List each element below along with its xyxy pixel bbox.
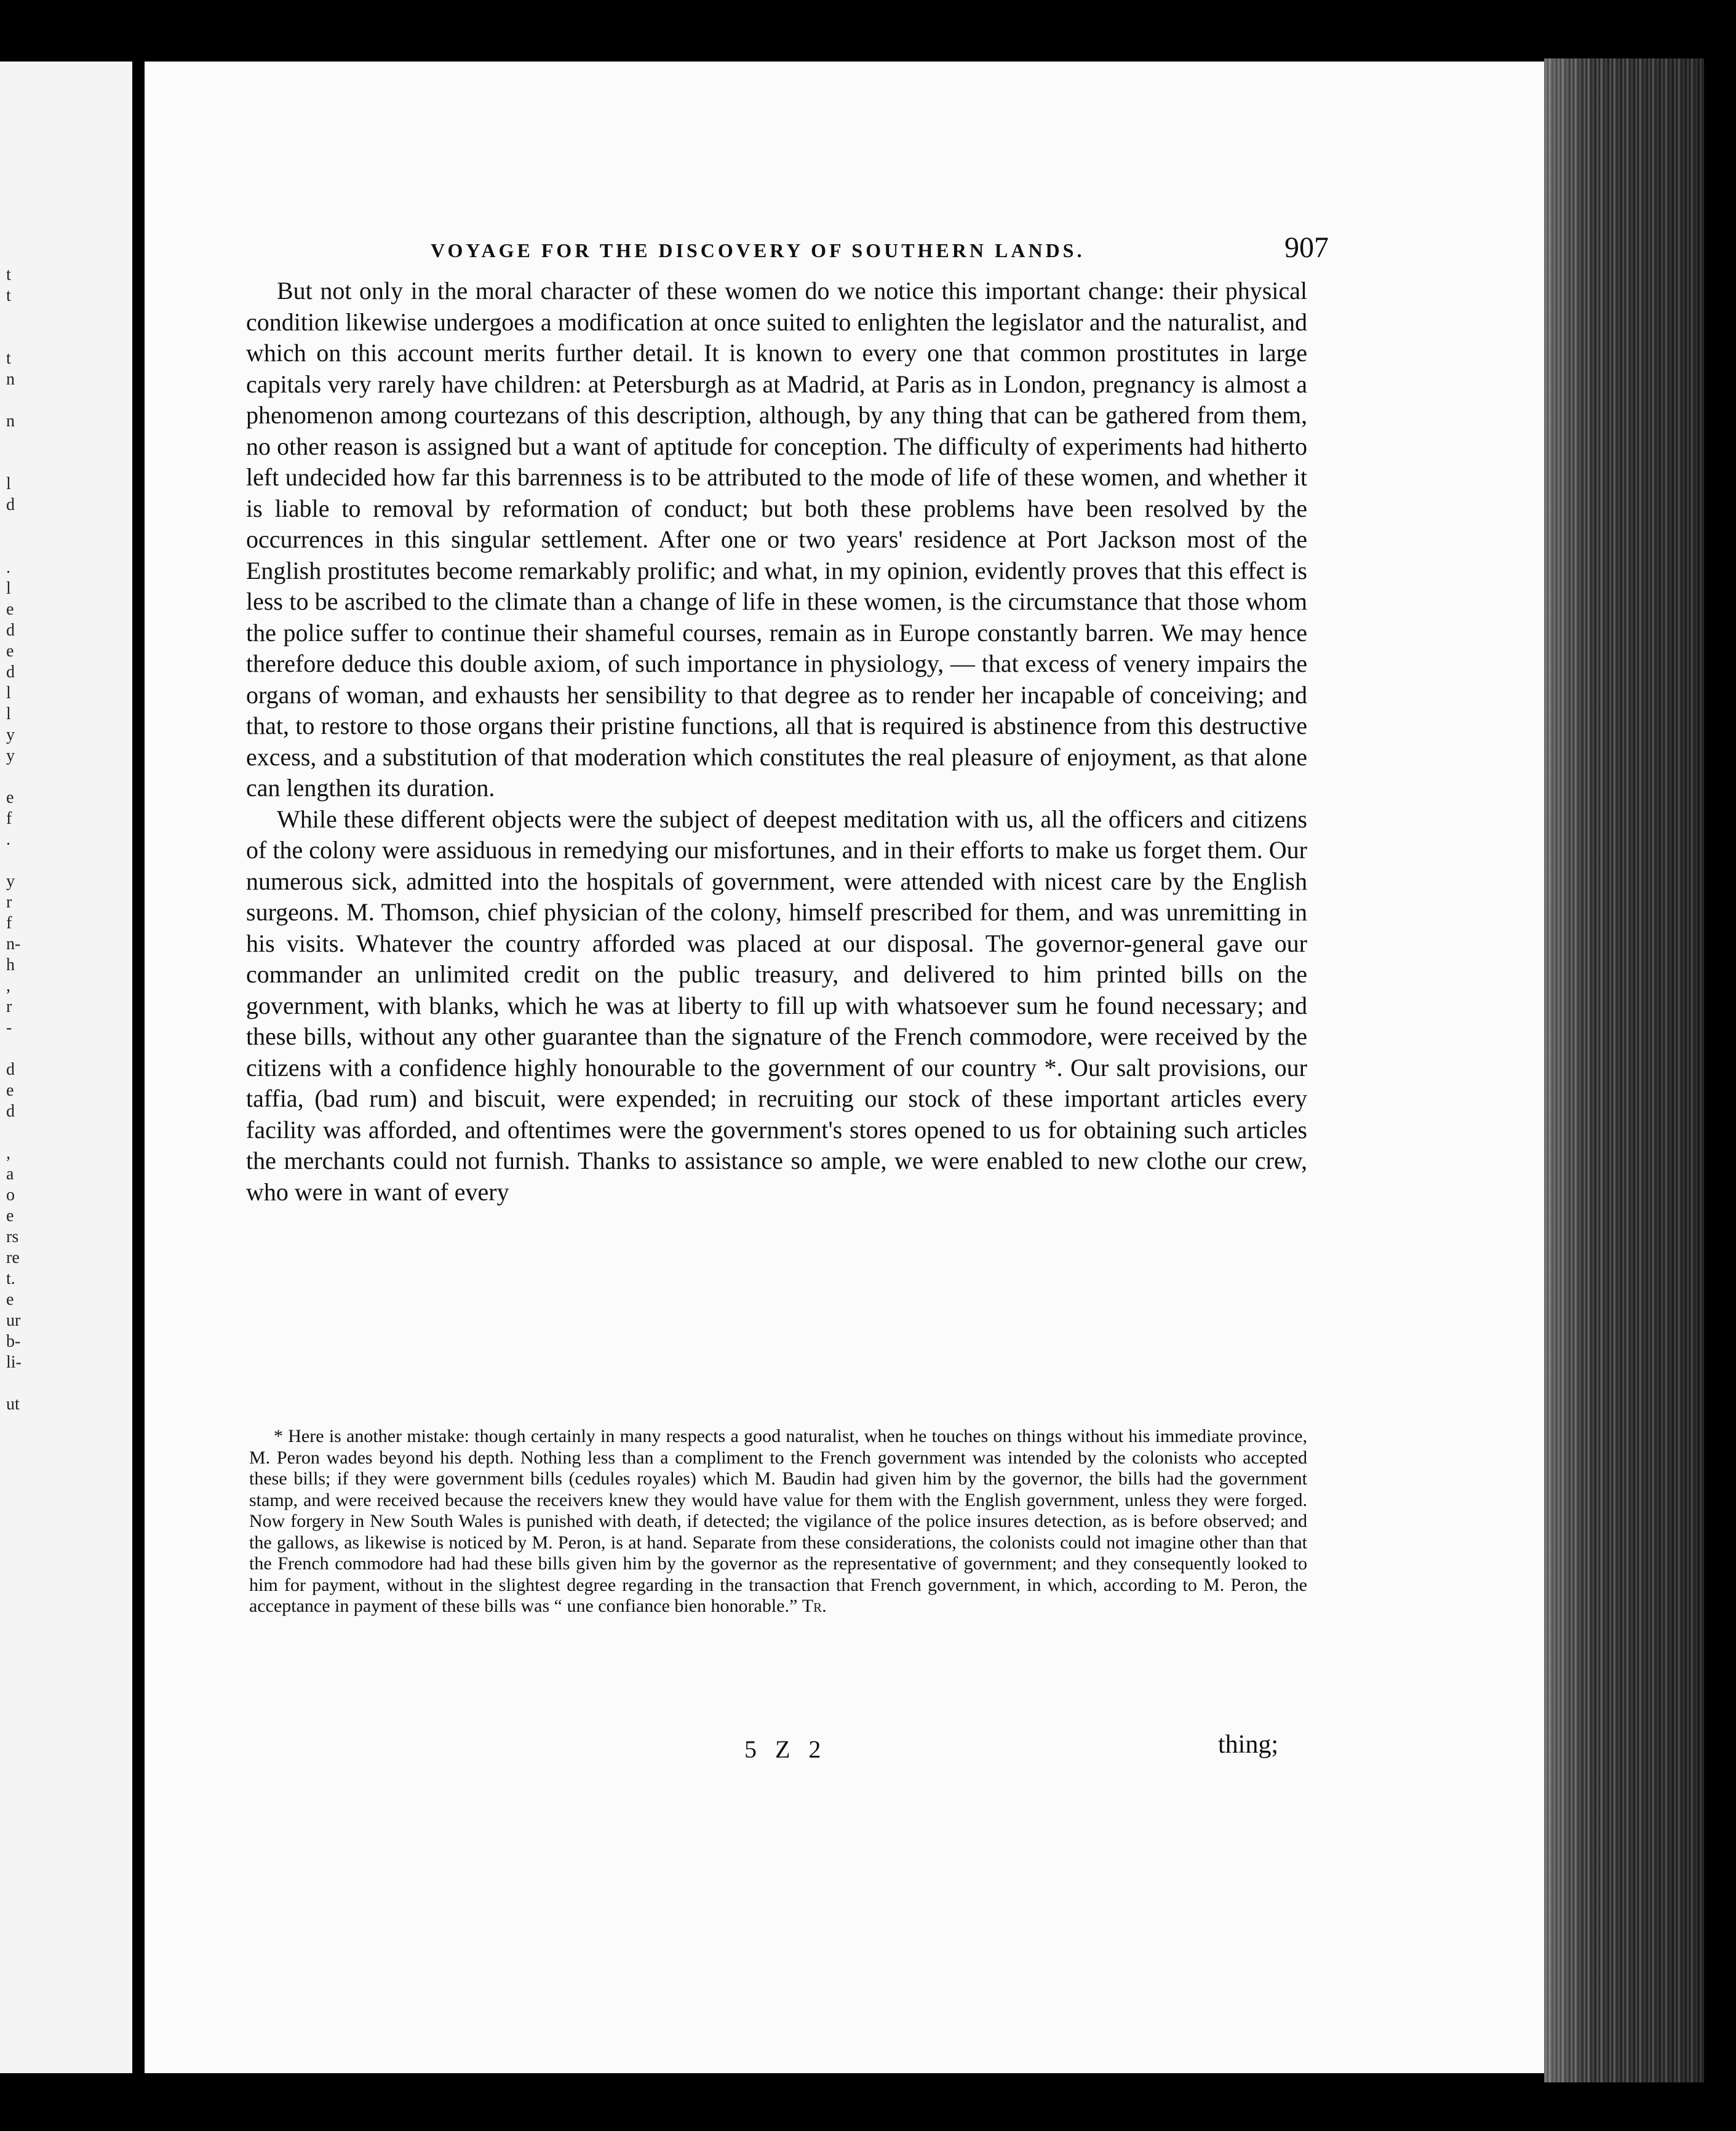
paragraph: While these different objects were the subject of deepest meditation with us, all the officers and citizens of the colony were assiduous in remedying our misfortunes, and in their efforts to make us forget them. Our numerous sick, admitted into the hospitals of government, were attended with nicest care by the English surgeons. M. Thomson, chief physician of the colony, himself prescribed for them, and was unremitting in his visits. Whatever the country afforded was placed at our disposal. The governor-general gave our commander an unlimited credit on the public treasury, and delivered to him printed bills on the government, with blanks, which he was at liberty to fill up with whatsoever sum he found necessary; and these bills, without any other guarantee than the signature of the French commodore, were received by the citizens with a confidence highly honourable to the government of our country *. Our salt provisions, our taffia, (bad rum) and biscuit, were expended; in recruiting our stock of these important articles every facility was afforded, and oftentimes were the government's stores opened to us for obtaining such articles the merchants could not furnish. Thanks to assistance so ample, we were enabled to new clothe our crew, who were in want of every [246,805,1307,1206]
footnote [249,1426,1307,1617]
left-facing-page [0,62,132,2073]
paragraph: But not only in the moral character of these women do we notice this important change: their physical condition likewise undergoes a modification at once suited to enlighten the legislator and the naturalist, and which on this account merits further detail. It is known to every one that common prostitutes in large capitals very rarely have children: at Petersburgh as at Madrid, at Paris as in London, pregnancy is almost a phenomenon among courtezans of this description, although, by any thing that can be gathered from them, no other reason is assigned but a want of aptitude for conception. The difficulty of experiments had hitherto left undecided how far this barrenness is to be attributed to the mode of life of these women, and whether it is liable to removal by reformation of conduct; but both these problems have been resolved by the occurrences in this singular settlement. After one or two years' residence at Port Jackson most of the English prostitutes become remarkably prolific; and what, in my opinion, evidently proves that this effect is less to be ascribed to the climate than a change of life in these women, is the circumstance that those whom the police suffer to continue their shameful courses, remain as in Europe constantly barren. We may hence therefore deduce this double axiom, of such importance in physiology, — that excess of venery impairs the organs of woman, and exhausts her sensibility to that degree as to render her incapable of conceiving; and that, to restore to those organs their pristine functions, all that is required is abstinence from this destructive excess, and a substitution of that moderation which constitutes the real pleasure of enjoyment, as that alone can lengthen its duration. [246,277,1307,802]
body-text [246,276,1307,1208]
signature-mark: 5 Z 2 [744,1735,827,1763]
page-edge-stack [1544,58,1704,2082]
page-number: 907 [1284,231,1329,264]
catchword: thing; [1218,1731,1279,1759]
footnote-text: * Here is another mistake: though certainly in many respects a good naturalist, when he touches on things without his immediate province, M. Peron wades beyond his depth. Nothing less than a compliment to the French government was intended by the colonists who accepted these bills; if they were government bills (cedules royales) which M. Baudin had given him by the governor, the bills had the government stamp, and were received because the receivers knew they would have value for them with the English government, unless they were forged. Now forgery in New South Wales is punished with death, if detected; the vigilance of the police insures detection, as is before observed; and the gallows, as likewise is noticed by M. Peron, is at hand. Separate from these considerations, the colonists could not imagine other than that the French commodore had had these bills given him by the governor as the representative of government; and they consequently looked to him for payment, without in the slightest degree regarding in the transaction that French government, in which, according to M. Peron, the acceptance in payment of these bills was “ une confiance bien honorable.” [249,1426,1307,1616]
running-header [431,231,1329,265]
translator-mark: Tr. [802,1596,827,1616]
left-page-text-fragments: t t t n n l d . l e d e d l l y y e f . y r f n- h , r - d e d , a o e rs re t. e ur b- li- ut [6,265,22,1414]
running-head-title: VOYAGE FOR THE DISCOVERY OF SOUTHERN LANDS. [431,239,1085,261]
